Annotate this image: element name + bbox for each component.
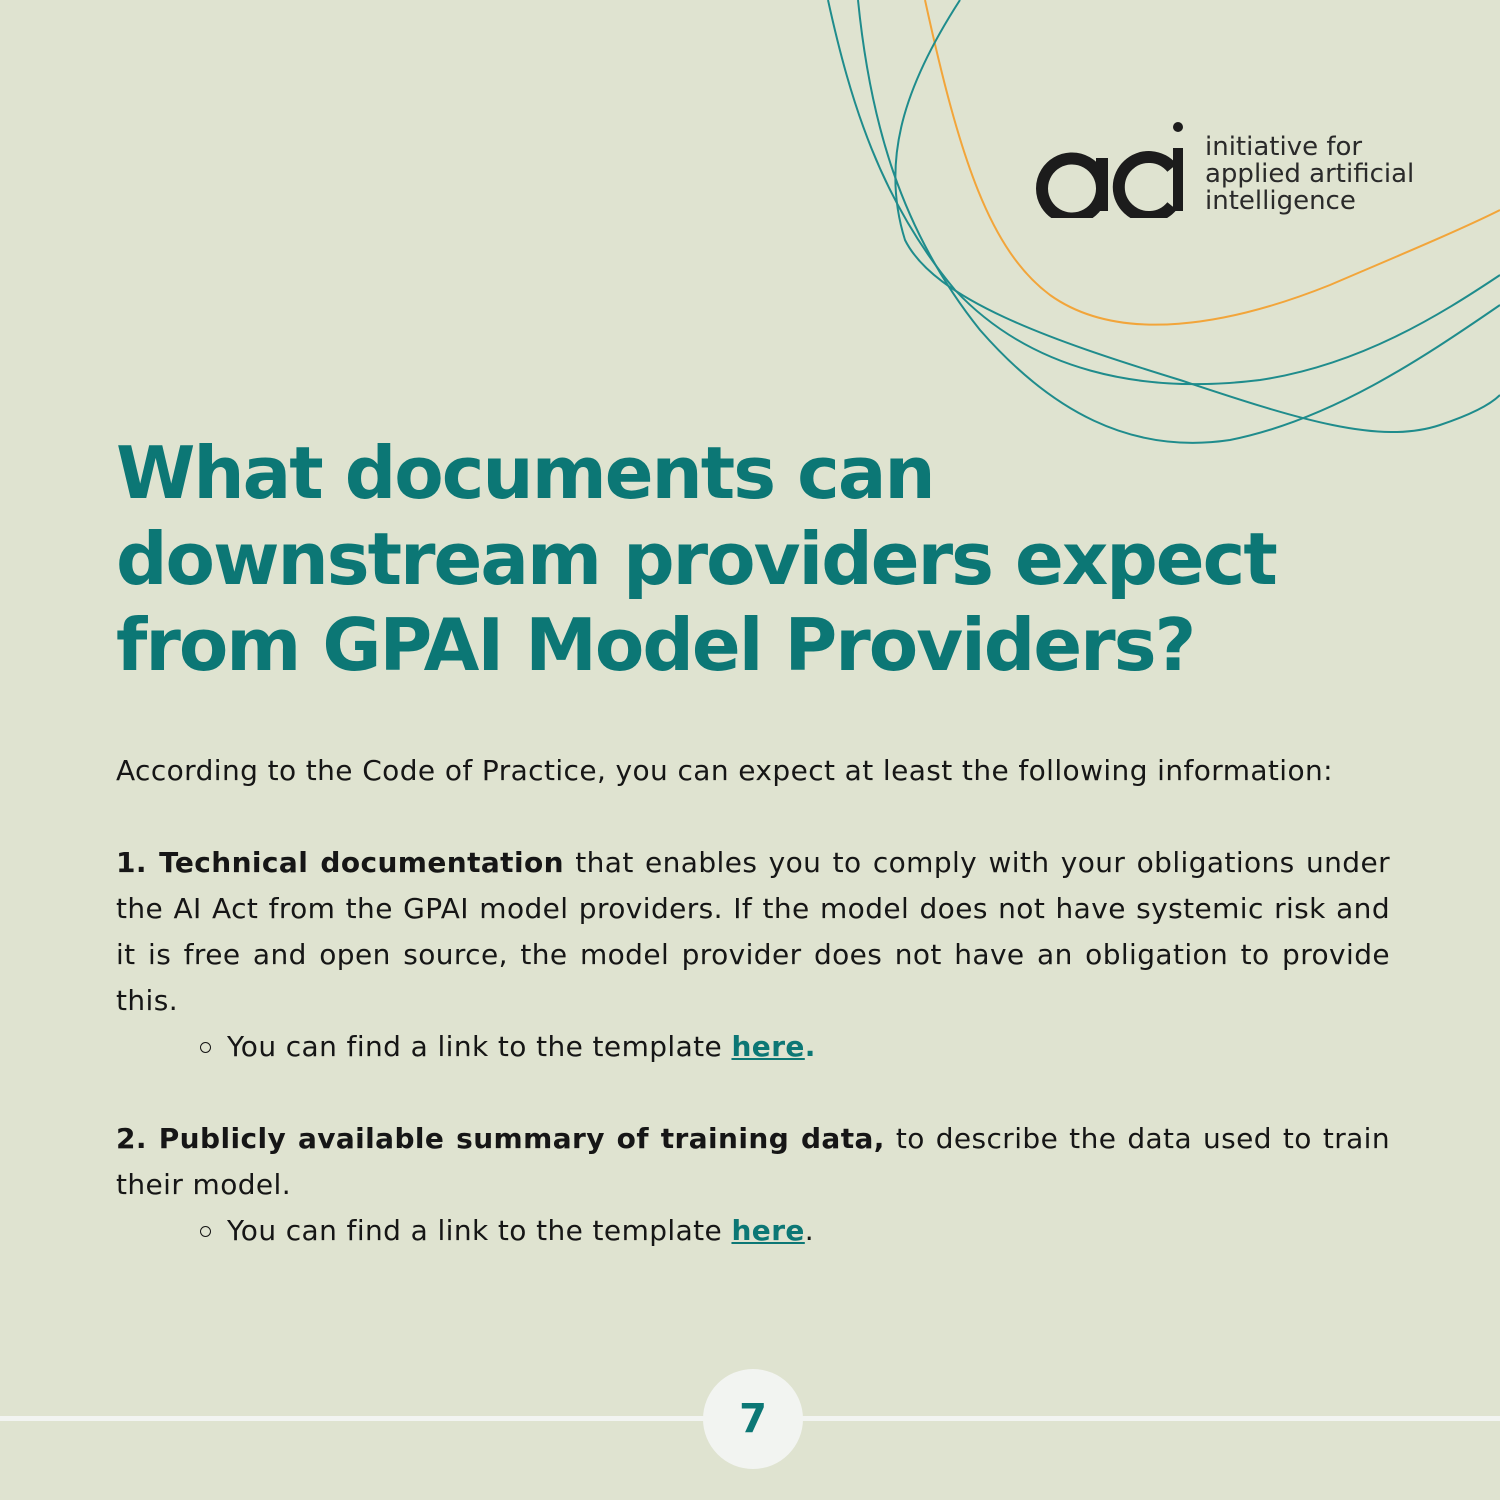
logo-line: initiative for — [1205, 132, 1363, 162]
link-suffix: . — [804, 1214, 815, 1247]
sub-bullet-text: You can find a link to the template — [227, 1030, 723, 1063]
bullet-circle-icon — [200, 1042, 211, 1053]
title-line: from GPAI Model Providers? — [116, 603, 1195, 687]
item-lead: 1. Technical documentation — [116, 846, 564, 879]
sub-bullet — [116, 1208, 1390, 1254]
logo-wordmark — [1205, 134, 1414, 215]
sub-bullet-text: You can find a link to the template — [227, 1214, 723, 1247]
logo-line: applied artificial — [1205, 159, 1415, 189]
template-link-2[interactable]: here — [731, 1214, 805, 1247]
link-suffix: . — [804, 1030, 816, 1063]
body-content — [116, 748, 1390, 1254]
sub-bullet — [116, 1024, 1390, 1070]
title-line: downstream providers expect — [116, 517, 1276, 601]
item-lead: 2. Publicly available summary of training data, — [116, 1122, 885, 1155]
intro-paragraph: According to the Code of Practice, you can expect at least the following information: — [116, 754, 1333, 787]
page-title — [116, 430, 1416, 688]
title-line: What documents can — [116, 431, 934, 515]
item-technical-documentation — [116, 840, 1390, 1024]
item-training-data-summary — [116, 1116, 1390, 1208]
aai-logo-mark — [1032, 118, 1192, 218]
page-number-badge: 7 — [703, 1369, 803, 1469]
item-text: that enables you to comply with your obligations under the AI Act from the GPAI model providers. If the model does not have systemic risk and it is free and open source, the model provider does not have an obligation to provide this. — [116, 846, 1390, 1017]
bullet-circle-icon — [200, 1226, 211, 1237]
template-link-1[interactable]: here — [731, 1030, 805, 1063]
logo-line: intelligence — [1205, 186, 1356, 216]
item-text: to describe the data used to train their model. — [116, 1122, 1390, 1201]
